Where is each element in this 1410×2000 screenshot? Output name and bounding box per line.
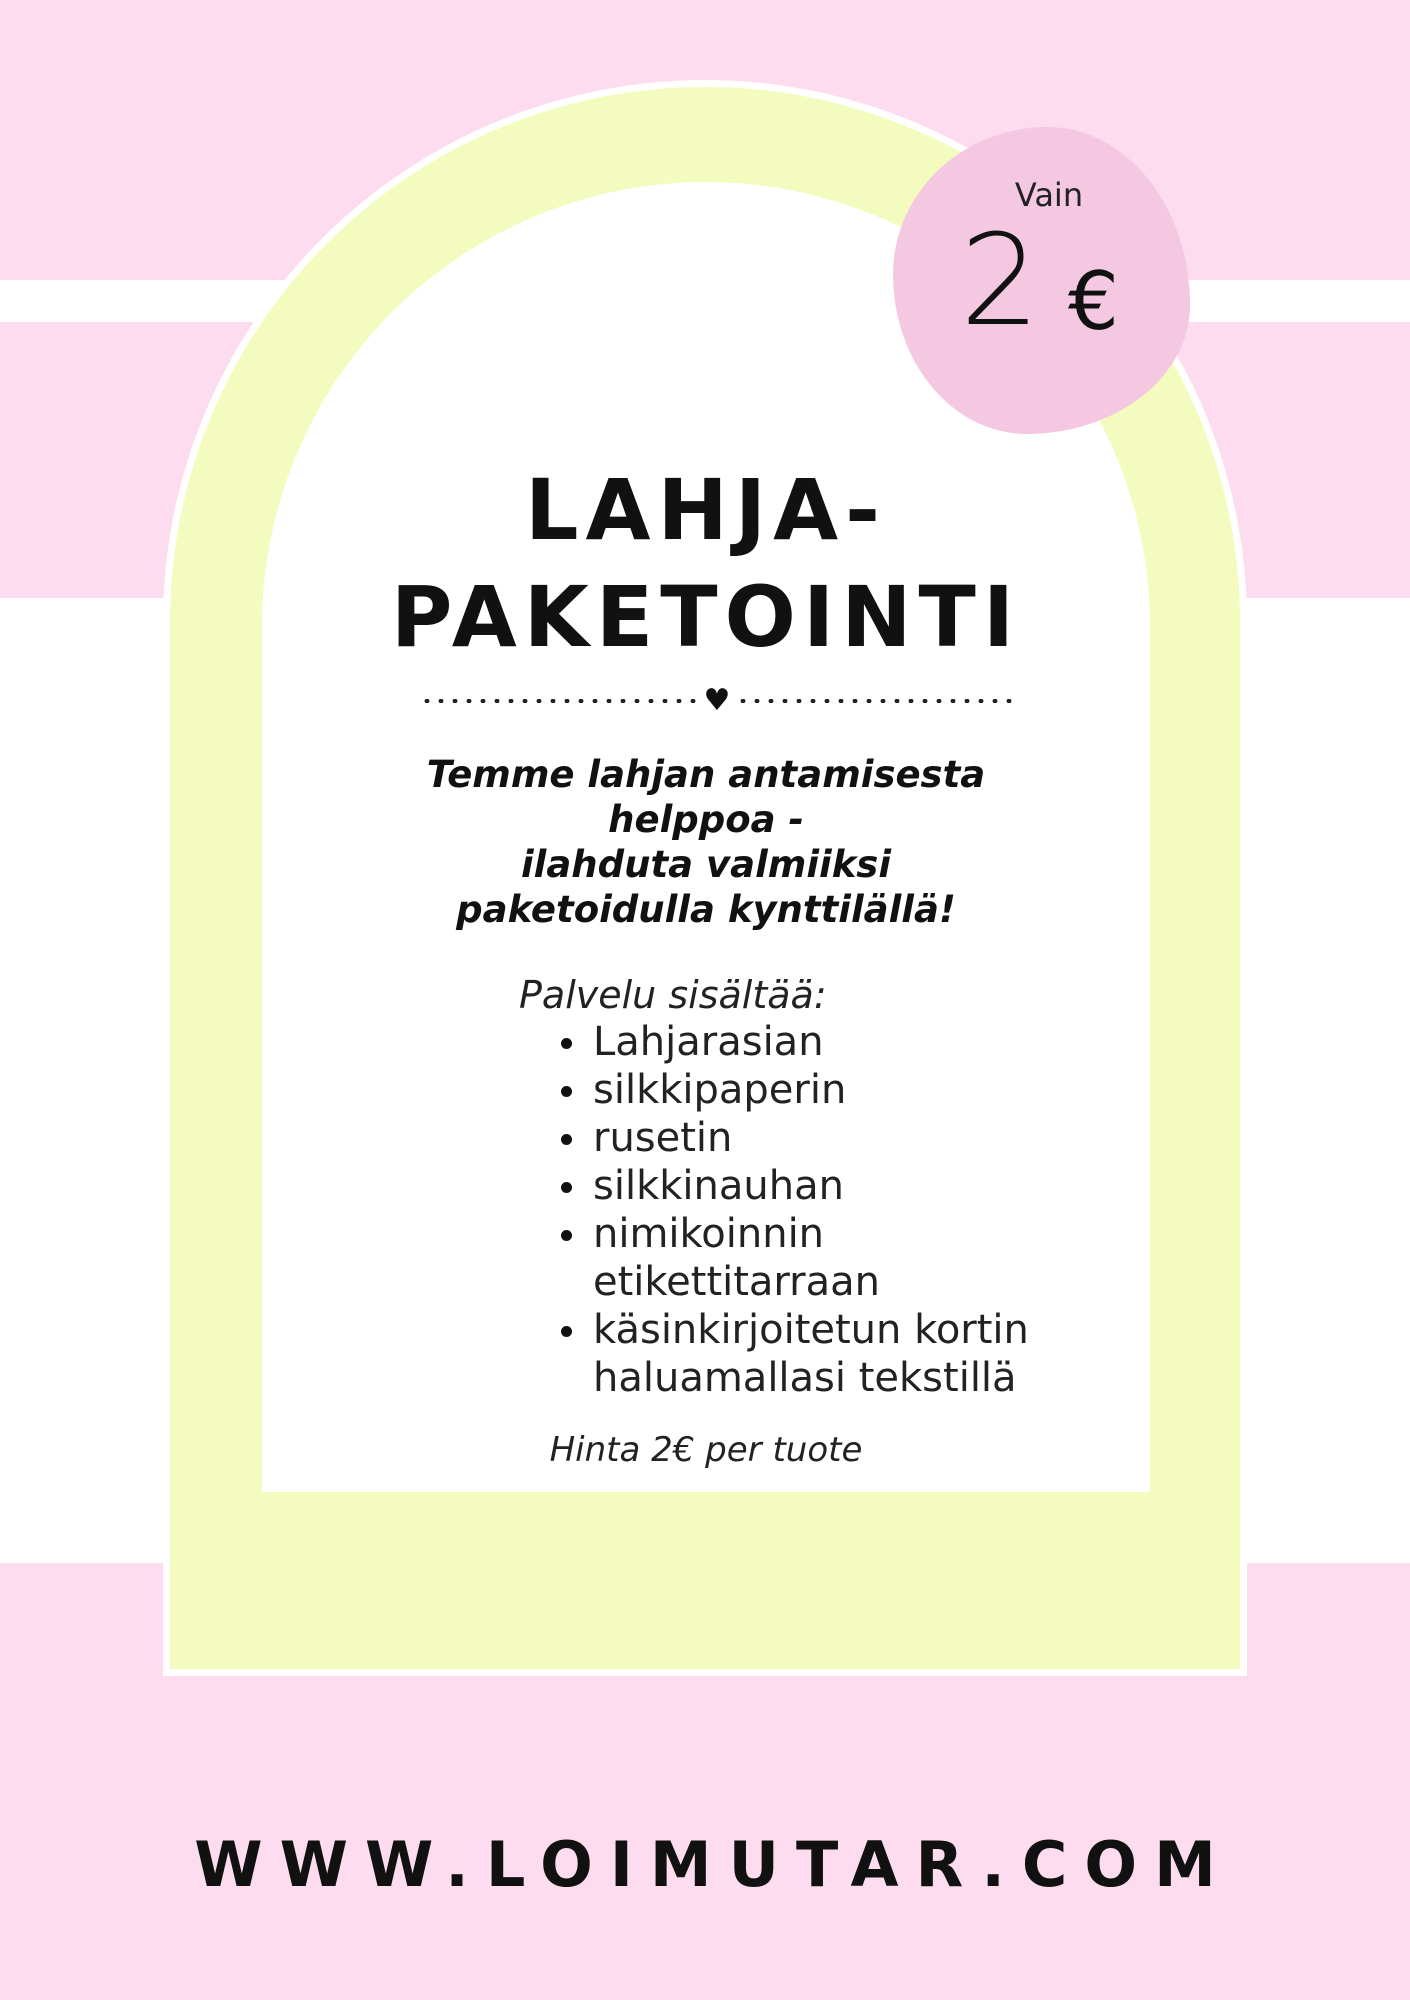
page-title-line-1: LAHJA- xyxy=(525,461,887,559)
list-item-text-continued: haluamallasi tekstillä xyxy=(593,1355,1017,1401)
tagline-line: paketoidulla kynttilällä! xyxy=(456,888,956,931)
website-url: WWW.LOIMUTAR.COM xyxy=(194,1828,1233,1901)
list-item xyxy=(560,1114,1029,1162)
tagline-line: Temme lahjan antamisesta xyxy=(426,753,986,796)
services-list xyxy=(560,1018,1029,1402)
divider-dots-right xyxy=(736,699,1014,703)
list-item-text-continued: etikettitarraan xyxy=(593,1259,880,1305)
price-badge xyxy=(893,127,1190,434)
list-item-text: Lahjarasian xyxy=(593,1019,824,1065)
list-item xyxy=(560,1018,1029,1066)
list-item xyxy=(560,1306,1029,1402)
heart-icon: ♥ xyxy=(703,683,731,718)
services-heading: Palvelu sisältää: xyxy=(519,973,827,1017)
list-item-text: silkkinauhan xyxy=(593,1163,844,1209)
tagline xyxy=(262,752,1150,932)
list-item xyxy=(560,1210,1029,1306)
list-item-text: rusetin xyxy=(593,1115,733,1161)
list-item-text: silkkipaperin xyxy=(593,1067,847,1113)
list-item-text: käsinkirjoitetun kortin xyxy=(593,1307,1029,1353)
price-badge-amount: 2 xyxy=(960,207,1039,354)
price-badge-currency: € xyxy=(1068,255,1119,348)
price-note: Hinta 2€ per tuote xyxy=(549,1430,863,1470)
page-title-line-2: PAKETOINTI xyxy=(390,568,1022,666)
list-item-text: nimikoinnin xyxy=(593,1211,825,1257)
tagline-line: helppoa - xyxy=(608,798,804,841)
list-item xyxy=(560,1162,1029,1210)
price-badge-prefix: Vain xyxy=(1014,176,1084,214)
tagline-line: ilahduta valmiiksi xyxy=(520,843,892,886)
divider-dots-left xyxy=(420,699,698,703)
list-item xyxy=(560,1066,1029,1114)
dotted-divider xyxy=(420,683,1014,718)
